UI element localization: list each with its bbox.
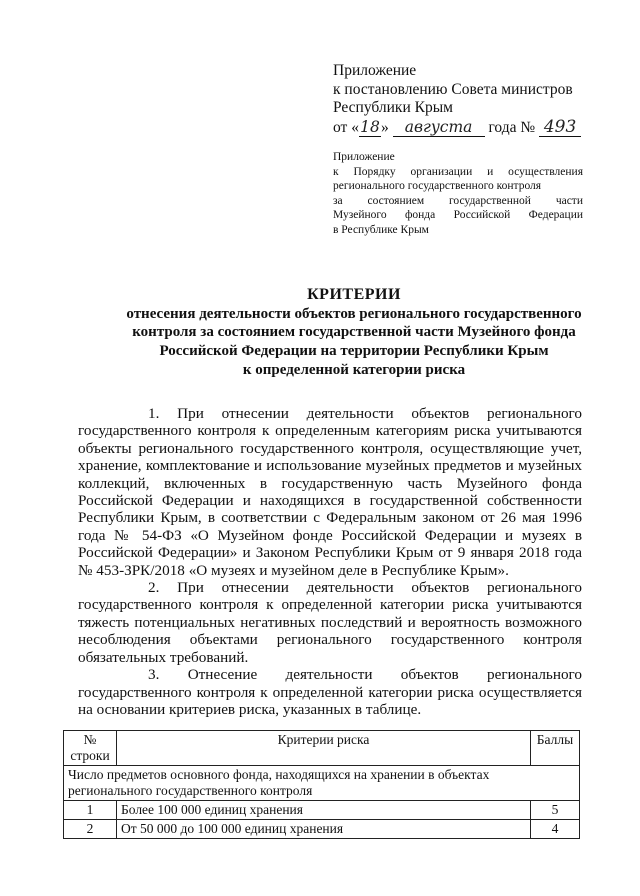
paragraph-3: 3. Отнесение деятельности объектов регионального государственного контроля к определенной категории риска осуществляется на основании критериев риска, указанных в таблице. (78, 666, 582, 718)
title-heading: КРИТЕРИИ (307, 286, 401, 303)
paragraph-2: 2. При отнесении деятельности объектов регионального государственного контроля к определенной категории риска учитываются тяжесть потенциальных негативных последствий и вероятность возможного несоблюдения объектами регионального государственного контроля обязательных требований. (78, 579, 582, 666)
title-line-3: Российской Федерации на территории Республики Крым (159, 343, 549, 360)
criteria-table (63, 730, 580, 839)
appendix-2-line-3: регионального государственного контроля (333, 180, 542, 193)
appendix-2-line-2: к Порядку организации и осуществления (333, 165, 583, 178)
row-criteria: От 50 000 до 100 000 единиц хранения (117, 820, 531, 839)
decree-number: 493 (539, 118, 581, 138)
date-day-close: » (380, 118, 389, 136)
appendix-line-2: к постановлению Совета министров (333, 80, 573, 98)
title-line-1: отнесения деятельности объектов регионального государственного (126, 305, 582, 322)
appendix-2-line-4: за состоянием государственной части (333, 194, 583, 207)
table-row (64, 820, 580, 839)
row-num: 2 (64, 820, 117, 839)
appendix-line-3: Республики Крым (333, 99, 453, 116)
document-title (95, 286, 613, 380)
table-header-row (64, 731, 580, 766)
year-label: года № (488, 118, 536, 136)
date-prefix: от « (333, 118, 359, 136)
appendix-line-1: Приложение (333, 62, 417, 79)
row-criteria: Более 100 000 единиц хранения (117, 801, 531, 820)
section-label: Число предметов основного фонда, находящихся на хранении в объектах регионального государственного контроля (64, 766, 580, 801)
header-criteria: Критерии риска (117, 731, 531, 766)
appendix-block (333, 62, 581, 137)
header-points: Баллы (531, 731, 580, 766)
document-body (78, 405, 582, 718)
appendix-2-line-5: Музейного фонда Российской Федерации (333, 209, 583, 222)
title-line-4: к определенной категории риска (242, 361, 466, 378)
appendix-date-line (333, 118, 581, 138)
paragraph-1: 1. При отнесении деятельности объектов регионального государственного контроля к определенным категориям риска учитываются объекты регионального государственного контроля, осуществляющие учет, хранение, комплектование и использование музейных предметов и музейных коллекций, включенных в государственную часть Музейного фонда Российской Федерации и находящихся в государственной собственности Республики Крым, в соответствии с Федеральным законом от 26 мая 1996 года № 54-ФЗ «О Музейном фонде Российской Федерации и музеях в Российской Федерации» и Законом Республики Крым от 9 января 2018 года № 453-ЗРК/2018 «О музеях и музейном деле в Республике Крым». (78, 405, 582, 579)
header-num: № строки (64, 731, 117, 766)
appendix-2-block (333, 150, 583, 238)
row-num: 1 (64, 801, 117, 820)
table-row (64, 801, 580, 820)
row-points: 5 (531, 801, 580, 820)
row-points: 4 (531, 820, 580, 839)
appendix-2-line-1: Приложение (333, 151, 395, 163)
date-month: августа (393, 118, 485, 138)
appendix-2-line-6: в Республике Крым (333, 223, 429, 236)
table-section-row (64, 766, 580, 801)
date-day: 18 (360, 117, 380, 136)
title-line-2: контроля за состоянием государственной части Музейного фонда (132, 324, 576, 341)
